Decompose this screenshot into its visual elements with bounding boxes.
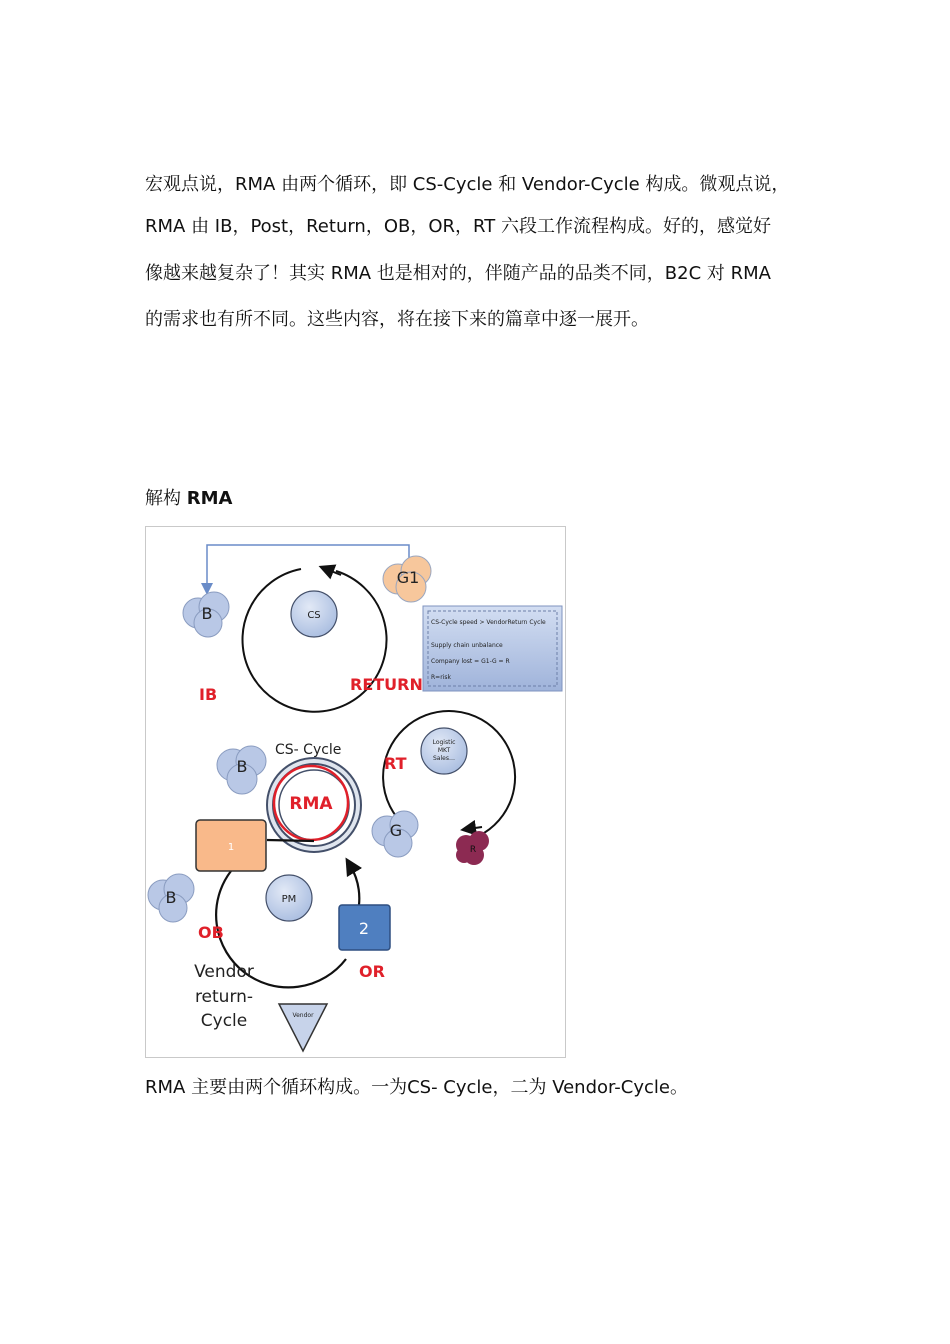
logistic-label-3: Sales… [433, 755, 455, 762]
vendor-cycle-label-1: Vendor [194, 962, 254, 982]
b-top-label: B [201, 604, 213, 623]
box-1-label: 1 [227, 842, 235, 853]
return-label: RETURN [350, 675, 423, 694]
note-line-2: Supply chain unbalance [431, 642, 503, 649]
b-low-cloud [148, 874, 194, 922]
vendor-triangle [279, 1004, 327, 1051]
or-label: OR [359, 962, 385, 981]
rt-label: RT [384, 754, 407, 773]
feedback-line [207, 545, 409, 589]
ob-label: OB [198, 923, 224, 942]
rma-diagram [145, 526, 566, 1058]
rma-label: RMA [289, 794, 333, 814]
box-2-label: 2 [358, 919, 370, 938]
b-mid-label: B [236, 757, 248, 776]
b-low-label: B [165, 888, 177, 907]
vendor-label: Vendor [292, 1012, 314, 1019]
section-heading-bold: RMA [186, 488, 233, 509]
g-cloud [372, 811, 418, 857]
logistic-label-1: Logistic [432, 739, 456, 746]
note-line-3: Company lost = G1-G = R [431, 658, 510, 665]
g1-label: G1 [396, 568, 420, 587]
section-heading-prefix: 解构 [145, 488, 187, 509]
g1-cloud [383, 556, 431, 602]
box-1 [196, 820, 266, 871]
logistic-label-2: MKT [437, 747, 451, 754]
vendor-cycle-arc-right [350, 865, 359, 905]
note-line-4: R=risk [431, 674, 451, 681]
paragraph-line-1: 宏观点说，RMA 由两个循环，即 CS-Cycle 和 Vendor-Cycle 构成。微观点说， [145, 174, 790, 195]
b-mid-cloud [217, 746, 266, 794]
paragraph-line-4: 的需求也有所不同。这些内容，将在接下来的篇章中逐一展开。 [145, 309, 649, 330]
note-line-1: CS-Cycle speed > VendorReturn Cycle [431, 619, 546, 626]
box1-to-rma-line [267, 840, 314, 841]
paragraph-line-2: RMA 由 IB，Post，Return，OB，OR，RT 六段工作流程构成。好的，感觉好 [145, 216, 771, 237]
cs-label: CS [307, 610, 321, 621]
r-cloud [456, 831, 489, 865]
box-2 [339, 905, 390, 950]
cs-cycle-label: CS- Cycle [275, 742, 342, 758]
rma-diagram-svg [146, 527, 565, 1057]
note-box [423, 606, 562, 691]
rma-rings [267, 758, 361, 852]
figure-caption: RMA 主要由两个循环构成。一为CS- Cycle，二为 Vendor-Cycle。 [145, 1077, 688, 1098]
r-label: R [469, 845, 477, 855]
g-label: G [389, 821, 403, 840]
vendor-cycle-label-3: Cycle [200, 1011, 248, 1031]
paragraph-line-3: 像越来越复杂了！其实 RMA 也是相对的，伴随产品的品类不同，B2C 对 RMA [145, 263, 771, 284]
vendor-cycle-label-2: return- [194, 987, 254, 1007]
ib-label: IB [199, 685, 218, 704]
section-heading [145, 484, 232, 510]
b-top-cloud [183, 592, 229, 637]
pm-label: PM [281, 894, 297, 905]
